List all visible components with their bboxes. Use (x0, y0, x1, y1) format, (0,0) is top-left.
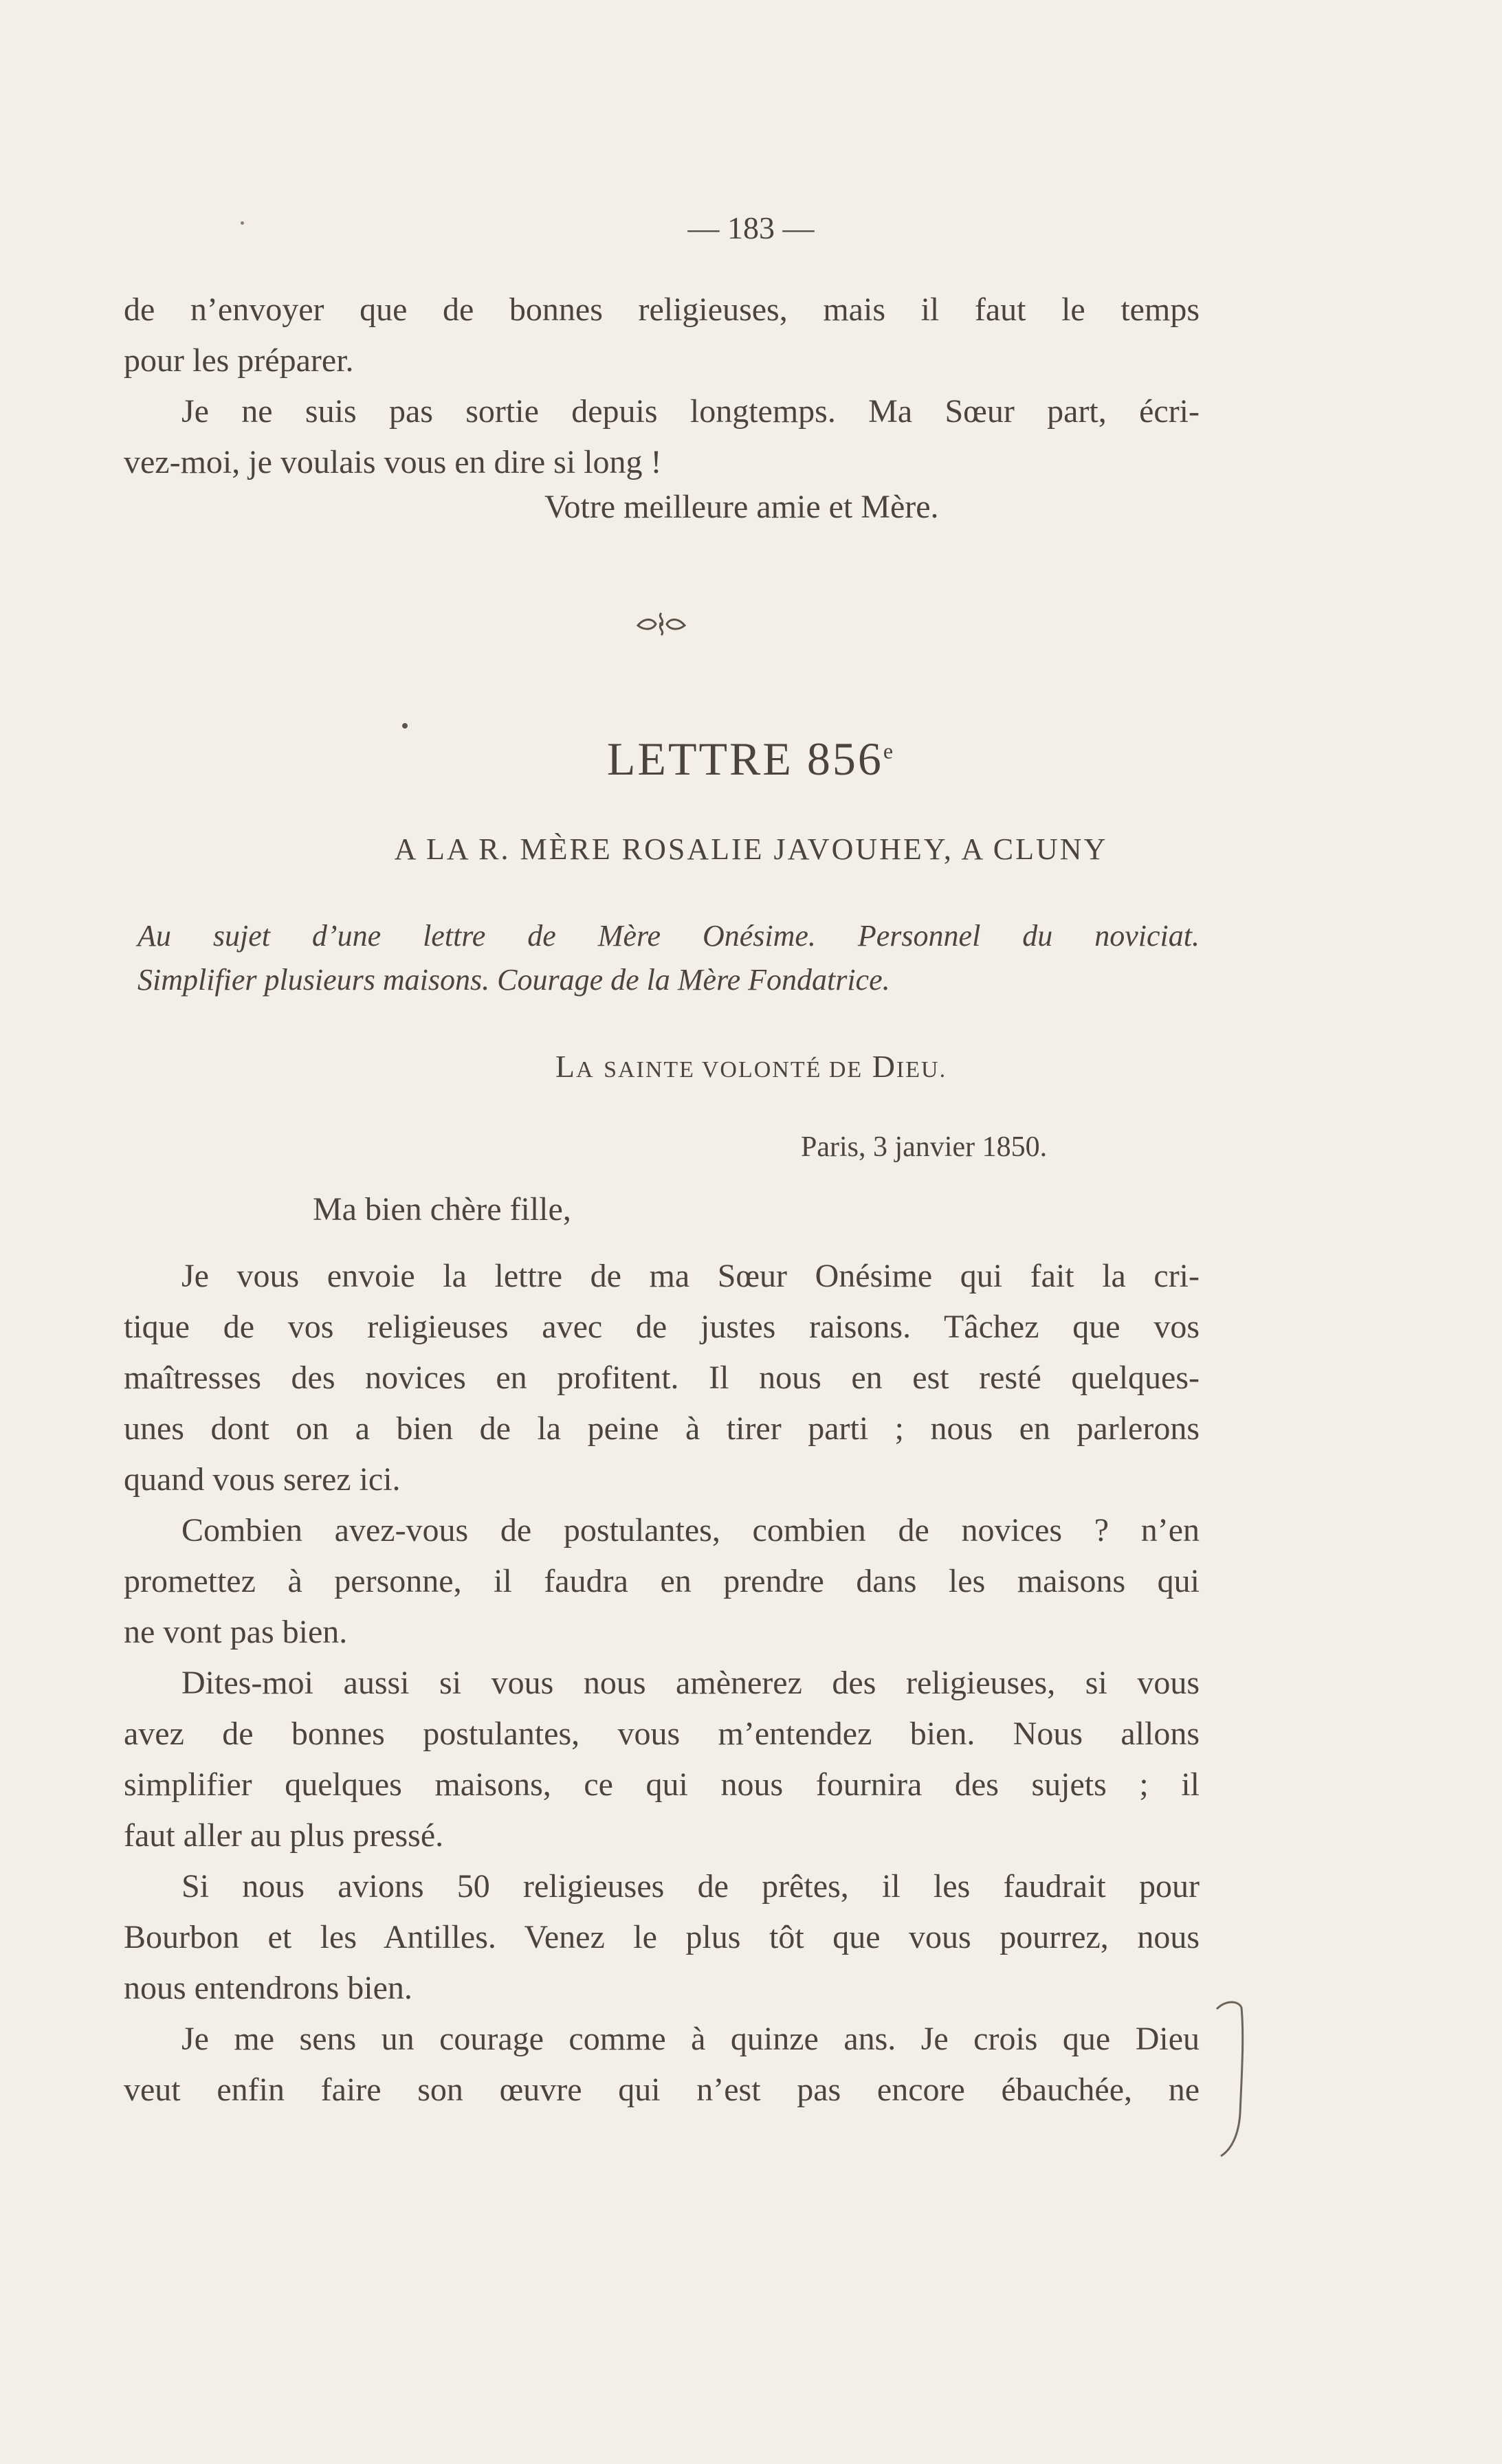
letter-addressee: A LA R. MÈRE ROSALIE JAVOUHEY, A CLUNY (394, 832, 1108, 866)
closing-signature: Votre meilleure amie et Mère. (544, 489, 939, 525)
text-line: Si nous avions 50 religieuses de prêtes, il les faudrait pour (181, 1868, 1200, 1905)
print-speck (402, 723, 408, 729)
text-line: Combien avez-vous de postulantes, combien de novices ? n’en (181, 1512, 1200, 1549)
text-line: veut enfin faire son œuvre qui n’est pas encore ébauchée, ne (124, 2072, 1200, 2108)
fleuron-ornament-icon (635, 610, 687, 638)
print-speck (241, 221, 244, 225)
letter-title-suffix: e (883, 738, 896, 764)
text-line: nous entendrons bien. (124, 1970, 412, 2006)
text-line: quand vous serez ici. (124, 1461, 401, 1498)
text-line: unes dont on a bien de la peine à tirer parti ; nous en parlerons (124, 1410, 1200, 1447)
text-line: tique de vos religieuses avec de justes raisons. Tâchez que vos (124, 1309, 1200, 1345)
letter-title-text: LETTRE 856 (606, 733, 883, 785)
text-line: Bourbon et les Antilles. Venez le plus tôt que vous pourrez, nous (124, 1919, 1200, 1955)
page-number: — 183 — (687, 210, 815, 245)
motto-dieu-initial: D (872, 1049, 896, 1084)
text-line: Je ne suis pas sortie depuis longtemps. Ma Sœur part, écri- (181, 393, 1200, 430)
text-line: simplifier quelques maisons, ce qui nous fournira des sujets ; il (124, 1766, 1200, 1803)
summary-line: Simplifier plusieurs maisons. Courage de la Mère Fondatrice. (137, 963, 890, 997)
text-line: avez de bonnes postulantes, vous m’entendez bien. Nous allons (124, 1716, 1200, 1752)
text-line: Dites-moi aussi si vous nous amènerez des religieuses, si vous (181, 1665, 1200, 1701)
text-line: Je me sens un courage comme à quinze ans. Je crois que Dieu (181, 2021, 1200, 2057)
text-line: promettez à personne, il faudra en prendre dans les maisons qui (124, 1563, 1200, 1599)
text-line: Je vous envoie la lettre de ma Sœur Onésime qui fait la cri- (181, 1258, 1200, 1294)
motto-middle: SAINTE VOLONTÉ DE (604, 1057, 863, 1083)
salutation: Ma bien chère fille, (313, 1191, 571, 1228)
letter-title (0, 732, 1502, 786)
motto-la-rest: A (576, 1057, 595, 1083)
motto-dieu-rest: IEU. (896, 1057, 947, 1083)
summary-line: Au sujet d’une lettre de Mère Onésime. Personnel du noviciat. (137, 919, 1200, 953)
text-line: vez-moi, je voulais vous en dire si long ! (124, 444, 662, 480)
text-line: faut aller au plus pressé. (124, 1817, 444, 1854)
pencil-bracket-mark (1211, 1997, 1252, 2162)
text-line: maîtresses des novices en profitent. Il nous en est resté quelques- (124, 1359, 1200, 1396)
text-line: pour les préparer. (124, 342, 354, 379)
dateline: Paris, 3 janvier 1850. (801, 1131, 1048, 1163)
text-line: de n’envoyer que de bonnes religieuses, mais il faut le temps (124, 291, 1200, 328)
text-line: ne vont pas bien. (124, 1614, 348, 1650)
motto (0, 1048, 1502, 1085)
motto-la-initial: L (555, 1049, 577, 1084)
